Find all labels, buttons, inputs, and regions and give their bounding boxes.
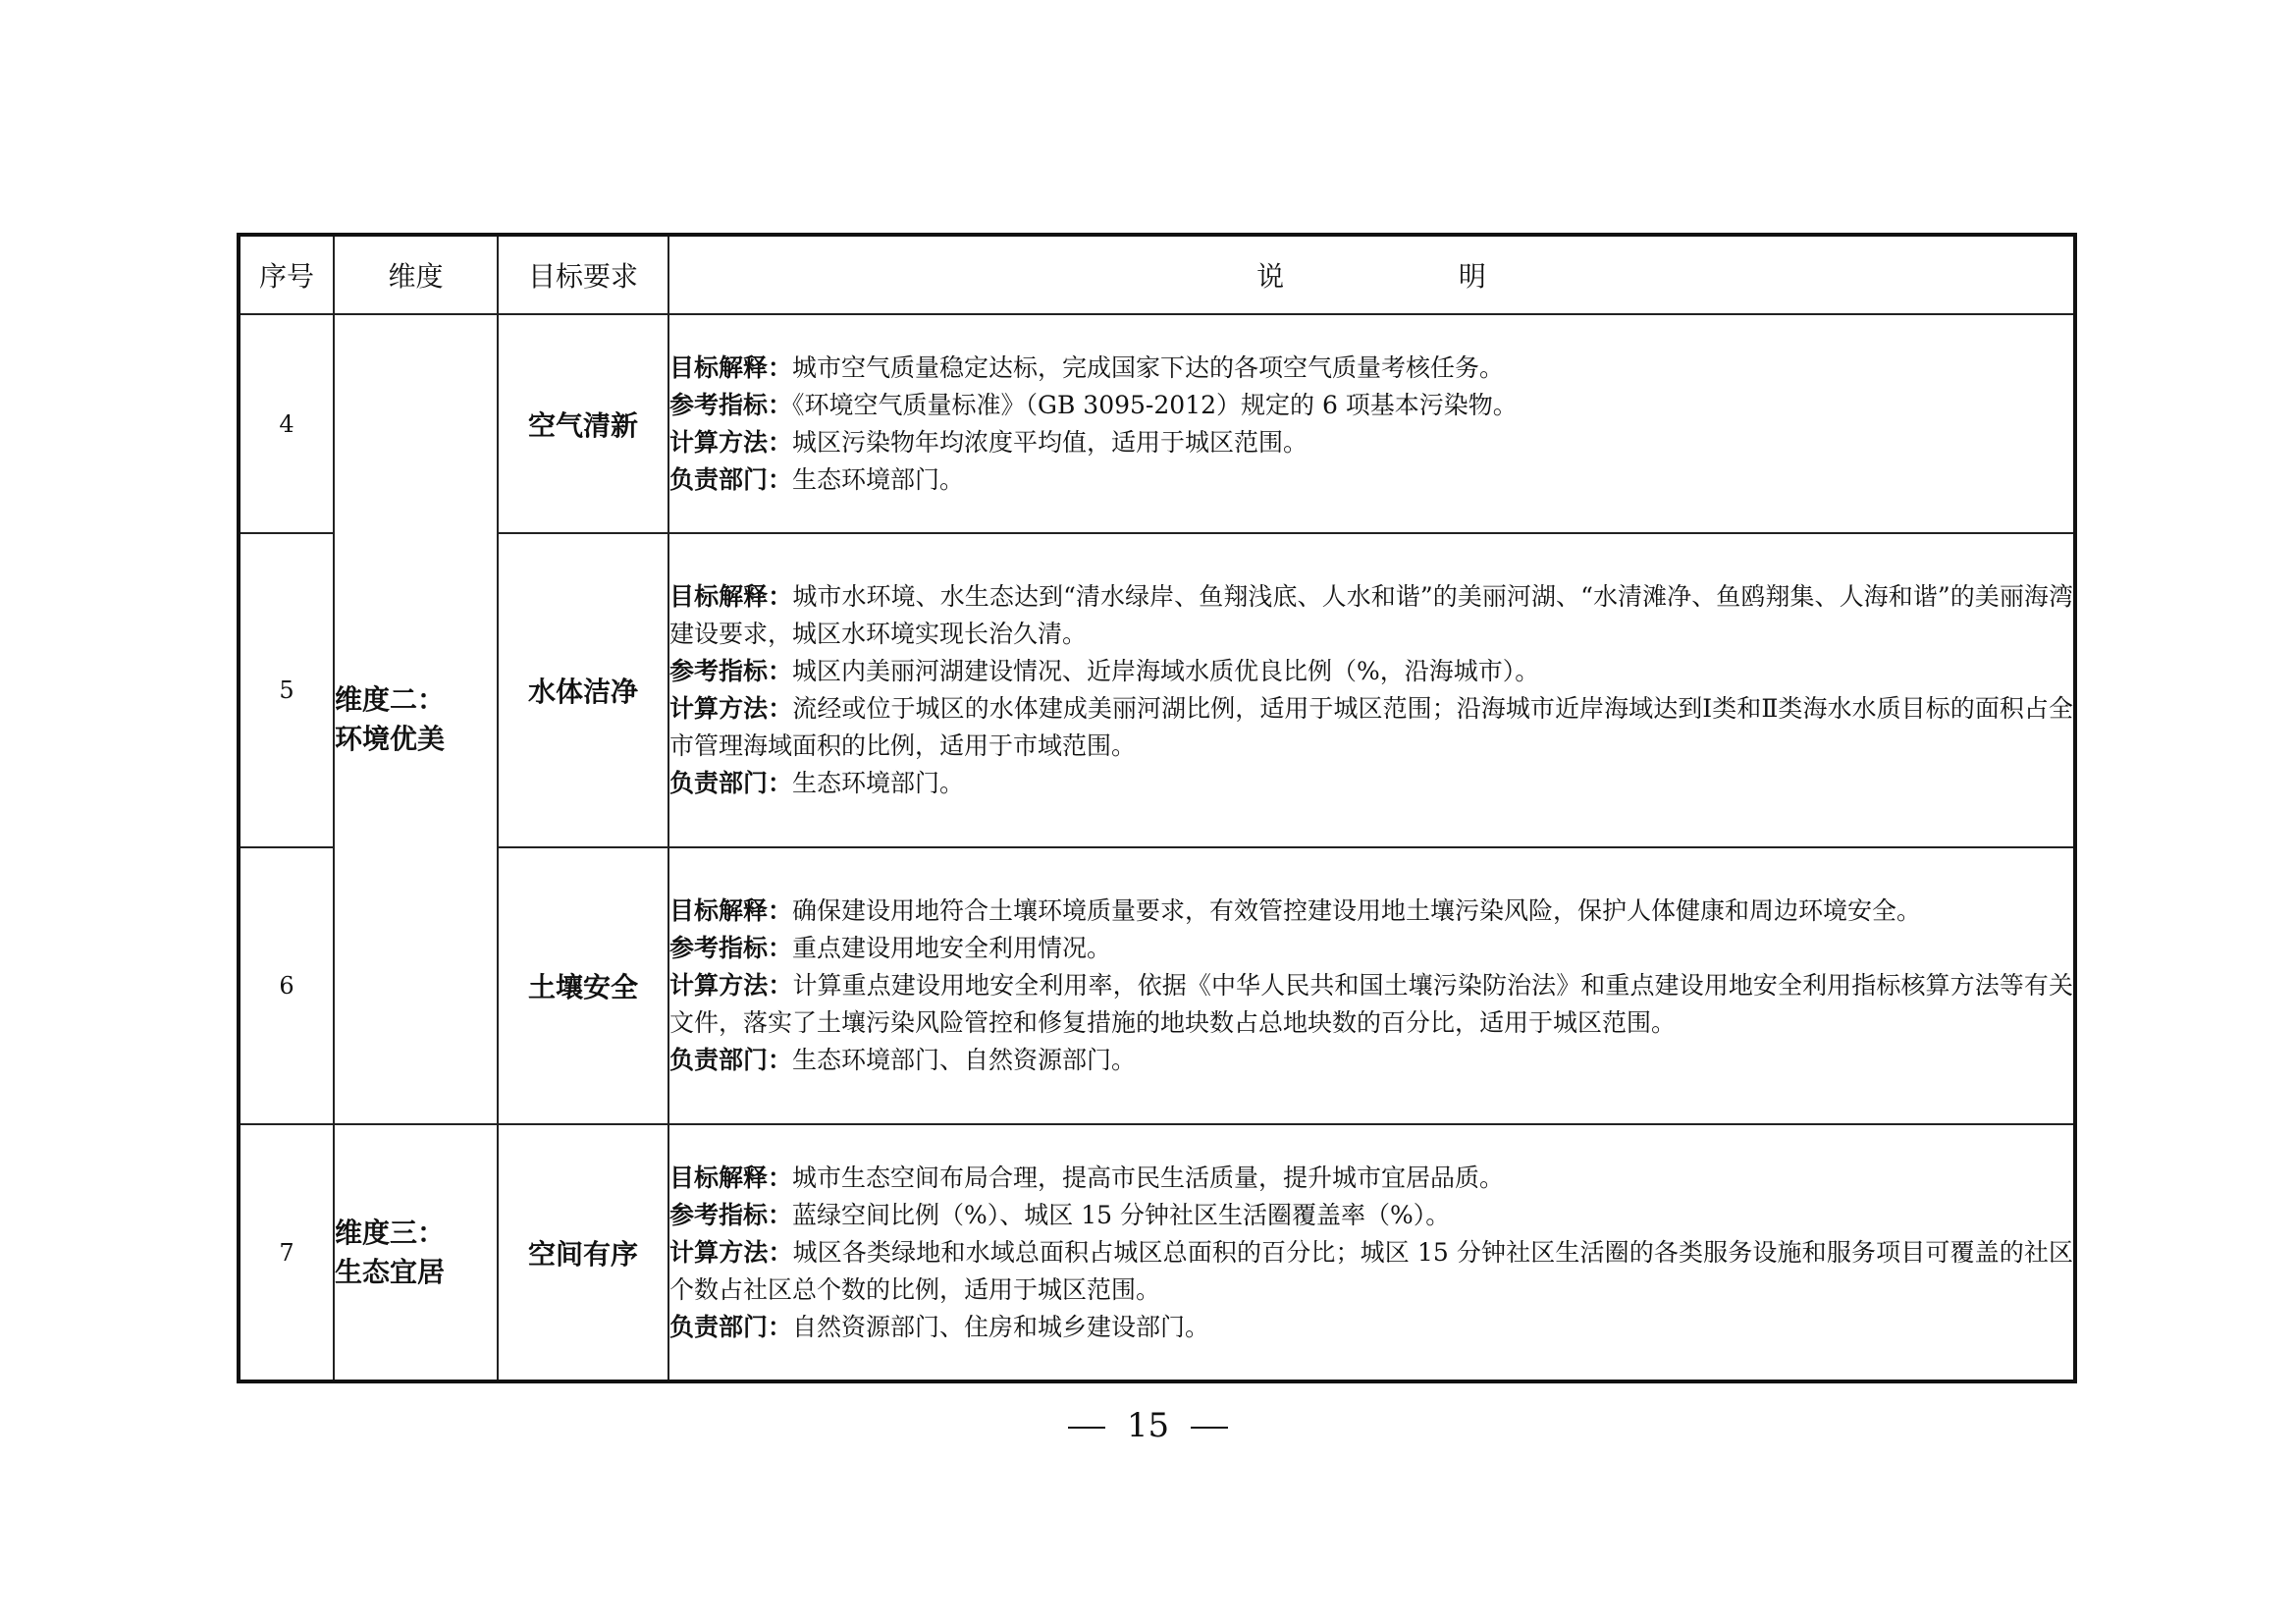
goal-cell: 空气清新 bbox=[498, 314, 668, 533]
explain-label: 目标解释： bbox=[669, 582, 793, 611]
row-number: 6 bbox=[239, 847, 334, 1124]
dept-text: 生态环境部门。 bbox=[792, 769, 965, 797]
method-line bbox=[669, 1234, 2073, 1309]
dimension-cell bbox=[334, 314, 498, 1124]
description-cell bbox=[668, 847, 2075, 1124]
row-number: 5 bbox=[239, 533, 334, 847]
goal-cell: 空间有序 bbox=[498, 1124, 668, 1381]
explain-line bbox=[669, 578, 2073, 653]
page-number: 15 bbox=[1126, 1406, 1170, 1445]
method-label: 计算方法： bbox=[669, 1237, 793, 1267]
method-line bbox=[669, 967, 2073, 1042]
header-description-char1: 说 bbox=[1256, 260, 1285, 293]
header-dimension: 维度 bbox=[334, 235, 498, 314]
explain-line bbox=[669, 1160, 2073, 1197]
header-description-char2: 明 bbox=[1458, 260, 1486, 293]
row-number: 7 bbox=[239, 1124, 334, 1381]
method-text: 流经或位于城区的水体建成美丽河湖比例，适用于城区范围；沿海城市近岸海域达到Ⅰ类和Ⅱ类海水水质目标的面积占全市管理海域面积的比例，适用于市域范围。 bbox=[669, 694, 2073, 760]
method-label: 计算方法： bbox=[669, 427, 793, 457]
method-line bbox=[669, 424, 2073, 461]
goal-cell: 土壤安全 bbox=[498, 847, 668, 1124]
indicator-line bbox=[669, 653, 2073, 690]
dept-label: 负责部门： bbox=[669, 464, 793, 494]
header-goal: 目标要求 bbox=[498, 235, 668, 314]
header-description bbox=[668, 235, 2075, 314]
dimension-line: 维度二： bbox=[335, 682, 446, 716]
footer-dash-left bbox=[1068, 1427, 1105, 1429]
dept-text: 生态环境部门、自然资源部门。 bbox=[792, 1046, 1137, 1074]
table-header-row bbox=[239, 235, 2075, 314]
explain-label: 目标解释： bbox=[669, 896, 793, 925]
indicator-line bbox=[669, 930, 2073, 967]
explain-line bbox=[669, 350, 2073, 387]
dept-label: 负责部门： bbox=[669, 1312, 793, 1341]
method-label: 计算方法： bbox=[669, 694, 793, 723]
description-cell bbox=[668, 314, 2075, 533]
dimension-cell bbox=[334, 1124, 498, 1381]
explain-label: 目标解释： bbox=[669, 352, 793, 382]
dept-label: 负责部门： bbox=[669, 769, 793, 797]
dept-line bbox=[669, 1042, 2073, 1079]
table-row bbox=[239, 847, 2075, 1124]
indicator-text: 城区内美丽河湖建设情况、近岸海域水质优良比例（%，沿海城市）。 bbox=[792, 657, 1540, 685]
dept-line bbox=[669, 1309, 2073, 1346]
description-cell bbox=[668, 1124, 2075, 1381]
dept-line bbox=[669, 765, 2073, 802]
explain-line bbox=[669, 893, 2073, 930]
method-line bbox=[669, 690, 2073, 765]
footer-dash-right bbox=[1191, 1427, 1228, 1429]
table-row bbox=[239, 314, 2075, 533]
table-row bbox=[239, 533, 2075, 847]
indicator-text: 《环境空气质量标准》（GB 3095-2012）规定的 6 项基本污染物。 bbox=[792, 390, 1518, 419]
method-text: 城区污染物年均浓度平均值，适用于城区范围。 bbox=[792, 427, 1308, 457]
dept-label: 负责部门： bbox=[669, 1046, 793, 1074]
indicator-label: 参考指标： bbox=[669, 1200, 793, 1229]
indicator-text: 蓝绿空间比例（%）、城区 15 分钟社区生活圈覆盖率（%）。 bbox=[792, 1200, 1451, 1229]
method-text: 城区各类绿地和水域总面积占城区总面积的百分比；城区 15 分钟社区生活圈的各类服务设施和服务项目可覆盖的社区个数占社区总个数的比例，适用于城区范围。 bbox=[669, 1237, 2073, 1304]
method-label: 计算方法： bbox=[669, 971, 793, 1000]
indicator-label: 参考指标： bbox=[669, 934, 793, 962]
indicator-line bbox=[669, 1197, 2073, 1234]
goal-cell: 水体洁净 bbox=[498, 533, 668, 847]
header-num: 序号 bbox=[239, 235, 334, 314]
dept-line bbox=[669, 461, 2073, 499]
explain-text: 城市水环境、水生态达到“清水绿岸、鱼翔浅底、人水和谐”的美丽河湖、“水清滩净、鱼鸥翔集、人海和谐”的美丽海湾建设要求，城区水环境实现长治久清。 bbox=[669, 582, 2073, 648]
description-cell bbox=[668, 533, 2075, 847]
table-row bbox=[239, 1124, 2075, 1381]
dimension-line: 维度三： bbox=[335, 1216, 446, 1249]
indicator-line bbox=[669, 387, 2073, 424]
explain-label: 目标解释： bbox=[669, 1163, 793, 1192]
indicator-label: 参考指标： bbox=[669, 657, 793, 685]
page-footer bbox=[0, 1406, 2296, 1445]
dimension-line: 环境优美 bbox=[335, 722, 446, 755]
dept-text: 生态环境部门。 bbox=[792, 464, 965, 494]
dimension-line: 生态宜居 bbox=[335, 1255, 446, 1288]
indicator-table bbox=[237, 233, 2077, 1383]
dept-text: 自然资源部门、住房和城乡建设部门。 bbox=[792, 1312, 1210, 1341]
explain-text: 城市空气质量稳定达标，完成国家下达的各项空气质量考核任务。 bbox=[792, 352, 1505, 382]
indicator-label: 参考指标： bbox=[669, 390, 793, 419]
method-text: 计算重点建设用地安全利用率，依据《中华人民共和国土壤污染防治法》和重点建设用地安全利用指标核算方法等有关文件，落实了土壤污染风险管控和修复措施的地块数占总地块数的百分比，适用于城区范围。 bbox=[669, 971, 2073, 1037]
indicator-text: 重点建设用地安全利用情况。 bbox=[792, 934, 1112, 962]
explain-text: 确保建设用地符合土壤环境质量要求，有效管控建设用地土壤污染风险，保护人体健康和周边环境安全。 bbox=[792, 896, 1922, 925]
row-number: 4 bbox=[239, 314, 334, 533]
explain-text: 城市生态空间布局合理，提高市民生活质量，提升城市宜居品质。 bbox=[792, 1163, 1505, 1192]
